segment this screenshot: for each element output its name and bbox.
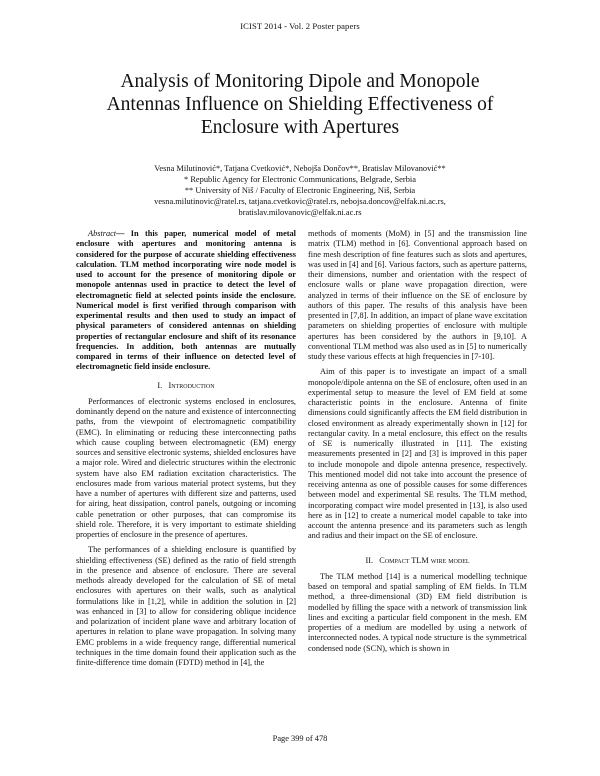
title-line-2: Antennas Influence on Shielding Effectiveness of bbox=[106, 94, 494, 115]
affiliation-1: * Republic Agency for Electronic Communications, Belgrade, Serbia bbox=[184, 175, 416, 184]
right-column bbox=[308, 229, 527, 654]
intro-paragraph-1: Performances of electronic systems enclosed in enclosures, dominantly depend on the nature and existence of interconnecting paths, from the viewpoint of electromagnetic compatibility (EMC). In eliminating or reducing these interconnecting paths which cause coupling between electromagnetic (EM) energy sources and sensitive electronic systems, shielded enclosures have a major role. Wired and dielectric structures within the electronic system have also EM radiation excitation characteristics. The enclosures made from various material protect systems, but they have a number of apertures with different size and patterns, used for airing, heat dissipation, control panels, outgoing or incoming cable penetration or other purposes, that can compromise its shield role. Therefore, it is very important to estimate shielding properties of enclosure in the presence of apertures. bbox=[76, 396, 296, 539]
author-emails-1: vesna.milutinovic@ratel.rs, tatjana.cvetkovic@ratel.rs, nebojsa.doncov@elfak.ni.ac.rs, bbox=[154, 197, 446, 206]
author-emails-2: bratislav.milovanovic@elfak.ni.ac.rs bbox=[238, 208, 362, 217]
section-number: I. bbox=[157, 380, 163, 390]
author-block bbox=[60, 163, 540, 218]
section-heading-tlm bbox=[308, 556, 527, 566]
section-number: II. bbox=[365, 555, 374, 565]
section-title: Introduction bbox=[168, 380, 215, 390]
abstract bbox=[76, 229, 296, 373]
author-names: Vesna Milutinović*, Tatjana Cvetković*, Nebojša Dončov**, Bratislav Milovanović** bbox=[154, 164, 446, 173]
running-header: ICIST 2014 - Vol. 2 Poster papers bbox=[240, 21, 360, 31]
intro-paragraph-2: The performances of a shielding enclosure is quantified by shielding effectiveness (SE) defined as the ratio of field strength in the presence and absence of enclosure. There are several methods already developed for the calculation of SE of metal enclosures with apertures on their walls, such as analytical formulations like in [1,2], while in addition the solution in [2] was enhanced in [3] to allow for considering oblique incidence and polarization of incident plane wave and arbitrary location of apertures in relation to plane wave propagation. In solving many EMC problems in a wide frequency range, differential numerical techniques in the time domain found their application such as the finite-difference time domain (FDTD) method in [4], the bbox=[76, 545, 296, 667]
left-column bbox=[76, 229, 296, 668]
right-paragraph-2: Aim of this paper is to investigate an impact of a small monopole/dipole antenna on the SE of enclosure, often used in an experimental setup to measure the level of EM field at some characteristic points in the enclosure. Antenna of finite dimensions could significantly affects the EM field distribution in closed environment as already experimentally shown in [12] for rectangular cavity. In a metal enclosure, this effect on the results of SE is numerically illustrated in [11]. The existing measurements presented in [2] and [3] is improved in this paper to include monopole and dipole antenna presence, respectively. This mentioned model did not take into account the presence of receiving antenna as one of possible causes for some differences between model and experimental SE results. The TLM method, incorporating compact wire model presented in [13], is also used here as in [12] to create a numerical model capable to take into account the antenna presence and its parameters such as length and radius and their impact on the SE of enclosure. bbox=[308, 367, 527, 541]
section-title: Compact TLM wire model bbox=[379, 555, 470, 565]
right-paragraph-1: methods of moments (MoM) in [5] and the transmission line matrix (TLM) method in [6]. Conventional approach based on fine mesh description of fine features such as slots and apertures, was used in [4] and [6]. Various factors, such as aperture patterns, their dimensions, number and orientation with the respect of enclosure walls or plane wave propagation direction, were analyzed in terms of their influence on the SE of enclosure by authors of this paper. The results of this analysis have been presented in [7,8]. In addition, an impact of plane wave excitation parameters on shielding properties of enclosure with multiple apertures has been considered by the authors in [9,10]. A conventional TLM method was also used as in [5] to numerically study these various effects at high frequencies in [7-10]. bbox=[308, 229, 527, 361]
paper-title bbox=[60, 70, 540, 139]
title-line-1: Analysis of Monitoring Dipole and Monopole bbox=[120, 71, 480, 92]
abstract-label: Abstract bbox=[88, 229, 117, 238]
tlm-paragraph-1: The TLM method [14] is a numerical modelling technique based on temporal and spatial sampling of EM fields. In TLM method, a three-dimensional (3D) EM field distribution is modelled by filling the space with a network of transmission link lines and exciting a particular field component in the mesh. EM properties of a medium are modelled by using a network of interconnected nodes. A typical node structure is the symmetrical condensed node (SCN), which is shown in bbox=[308, 571, 527, 653]
title-line-3: Enclosure with Apertures bbox=[200, 117, 400, 138]
abstract-text: — In this paper, numerical model of metal enclosure with apertures and monitoring antenna is considered for the purpose of accurate shielding effectiveness calculation. TLM method incorporating wire node model is used to account for the presence of monitoring dipole or monopole antennas used in practice to detect the level of electromagnetic field at selected points inside the enclosure. Numerical model is first verified through comparison with experimental results and then used to study an impact of physical parameters of considered antennas on shielding properties of rectangular enclosure and shift of its resonance frequencies. In addition, both antennas are mutually compared in terms of their influence on detected level of electromagnetic field inside enclosure. bbox=[76, 229, 296, 372]
affiliation-2: ** University of Niš / Faculty of Electronic Engineering, Niš, Serbia bbox=[184, 186, 416, 195]
page-footer: Page 399 of 478 bbox=[272, 734, 328, 743]
section-heading-introduction bbox=[76, 381, 296, 391]
